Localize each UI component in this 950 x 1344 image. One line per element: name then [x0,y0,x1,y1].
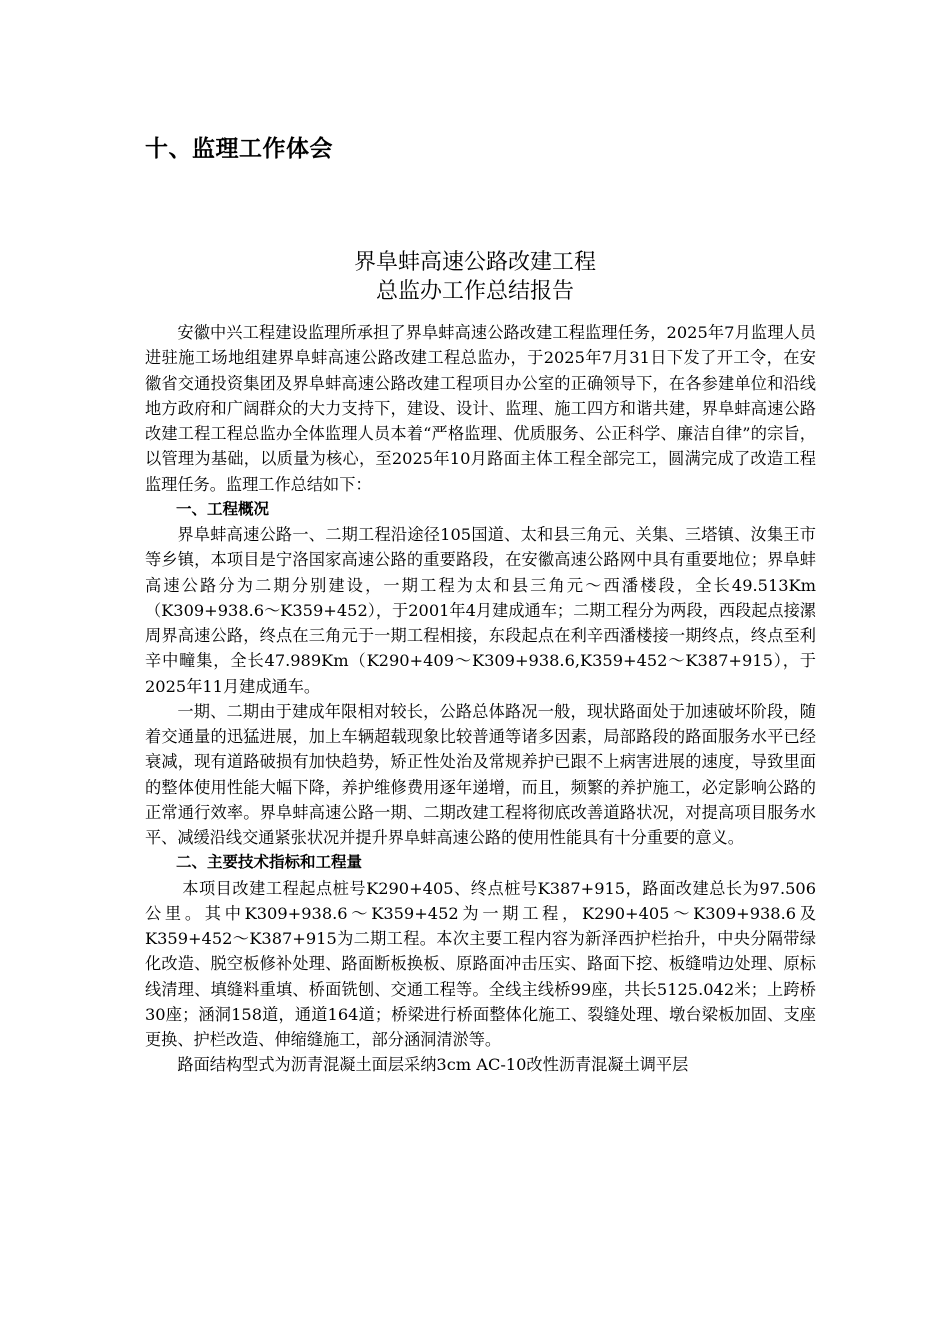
technical-paragraph-1: 本项目改建工程起点桩号K290+405、终点桩号K387+915，路面改建总长为97.506公里。其中K309+938.6～K359+452为一期工程，K290+405～K309+938.6及K359+452～K387+915为二期工程。本次主要工程内容为新泽西护栏抬升，中央分隔带绿化改造、脱空板修补处理、路面断板换板、原路面冲击压实、路面下挖、板缝啃边处理、原标线清理、填缝料重填、桥面铣刨、交通工程等。全线主线桥99座，共长5125.042米；上跨桥30座；涵洞158道，通道164道；桥梁进行桥面整体化施工、裂缝处理、墩台梁板加固、支座更换、护栏改造、伸缩缝施工，部分涵洞清淤等。 [145,878,816,1049]
technical-paragraph-2: 路面结构型式为沥青混凝土面层采纳3cm AC-10改性沥青混凝土调平层 [177,1055,689,1075]
overview-paragraph-1: 界阜蚌高速公路一、二期工程沿途径105国道、太和县三角元、关集、三塔镇、汝集王市等乡镇，本项目是宁洛国家高速公路的重要路段，在安徽高速公路网中具有重要地位；界阜蚌高速公路分为二期分别建设，一期工程为太和县三角元～西潘楼段，全长49.513Km（K309+938.6～K359+452），于2001年4月建成通车；二期工程分为两段，西段起点接漯周界高速公路，终点在三角元于一期工程相接，东段起点在利辛西潘楼接一期终点，终点至利辛中疃集，全长47.989Km（K290+409～K309+938.6,K359+452～K387+915），于2025年11月建成通车。 [145,525,816,696]
section-heading-overview: 一、工程概况 [176,499,270,518]
section-heading-technical: 二、主要技术指标和工程量 [176,853,363,872]
report-title-line1: 界阜蚌高速公路改建工程 [353,250,596,275]
report-title [0,248,950,306]
report-title-line2: 总监办工作总结报告 [375,279,574,304]
report-body [145,320,816,1078]
overview-paragraph-2: 一期、二期由于建成年限相对较长，公路总体路况一般，现状路面处于加速破坏阶段，随着交通量的迅猛进展，加上车辆超载现象比较普通等诸多因素，局部路段的路面服务水平已经衰减，现有道路破损有加快趋势，矫正性处治及常规养护已跟不上病害进展的速度，导致里面的整体使用性能大幅下降，养护维修费用逐年递增，而且，频繁的养护施工，必定影响公路的正常通行效率。界阜蚌高速公路一期、二期改建工程将彻底改善道路状况，对提高项目服务水平、减缓沿线交通紧张状况并提升界阜蚌高速公路的使用性能具有十分重要的意义。 [145,701,816,847]
chapter-heading: 十、监理工作体会 [145,136,333,162]
intro-paragraph: 安徽中兴工程建设监理所承担了界阜蚌高速公路改建工程监理任务，2025年7月监理人员进驻施工场地组建界阜蚌高速公路改建工程总监办，于2025年7月31日下发了开工令，在安徽省交通投资集团及界阜蚌高速公路改建工程项目办公室的正确领导下，在各参建单位和沿线地方政府和广阔群众的大力支持下，建设、设计、监理、施工四方和谐共建，界阜蚌高速公路改建工程工程总监办全体监理人员本着“严格监理、优质服务、公正科学、廉洁自律”的宗旨，以管理为基础，以质量为核心，至2025年10月路面主体工程全部完工，圆满完成了改造工程监理任务。监理工作总结如下： [145,323,816,494]
